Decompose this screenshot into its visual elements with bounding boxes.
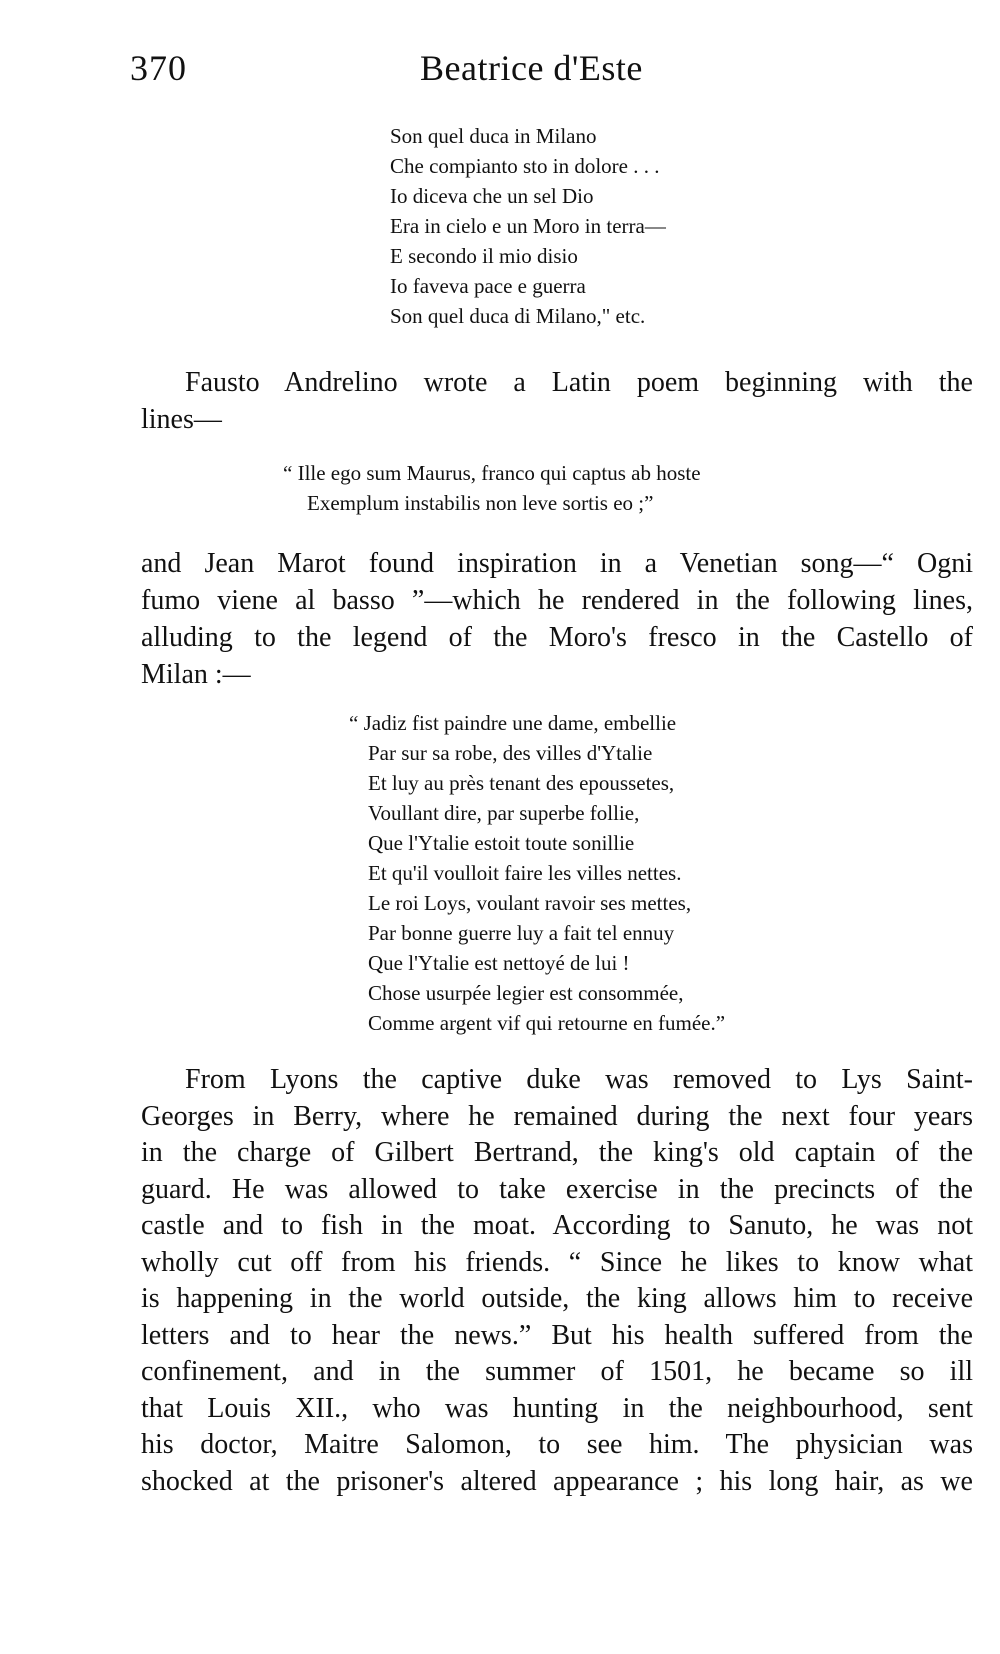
text-line: Fausto Andrelino wrote a Latin poem beginning with the	[185, 367, 973, 398]
running-title: Beatrice d'Este	[420, 48, 643, 88]
text-line: his doctor, Maitre Salomon, to see him. The physician was	[141, 1429, 973, 1460]
verse-french	[349, 708, 725, 1038]
text-line: alluding to the legend of the Moro's fresco in the Castello of	[141, 622, 973, 653]
verse-line: Io faveva pace e guerra	[390, 274, 586, 298]
verse-line: “ Jadiz fist paindre une dame, embellie	[349, 711, 677, 735]
page-number: 370	[130, 48, 187, 88]
text-line: From Lyons the captive duke was removed to Lys Saint-	[185, 1064, 973, 1095]
verse-line: Par bonne guerre luy a fait tel ennuy	[368, 921, 675, 945]
verse-line: Voullant dire, par superbe follie,	[368, 801, 640, 825]
paragraph-andrelino	[0, 364, 973, 438]
text-line: is happening in the world outside, the king allows him to receive	[141, 1283, 973, 1314]
verse-line: Io diceva che un sel Dio	[390, 184, 594, 208]
text-line: Milan :—	[141, 659, 251, 690]
verse-line: Par sur sa robe, des villes d'Ytalie	[368, 741, 653, 765]
text-line: Georges in Berry, where he remained during the next four years	[141, 1100, 973, 1132]
text-line: confinement, and in the summer of 1501, he became so ill	[141, 1356, 973, 1387]
verse-line: Son quel duca in Milano	[390, 124, 597, 148]
verse-line: Et luy au près tenant des epoussetes,	[368, 771, 675, 795]
verse-line: Que l'Ytalie estoit toute sonillie	[368, 831, 635, 855]
text-line: and Jean Marot found inspiration in a Venetian song—“ Ogni	[141, 548, 973, 579]
text-line: wholly cut off from his friends. “ Since he likes to know what	[141, 1246, 973, 1278]
verse-line: Exemplum instabilis non leve sortis eo ;”	[307, 491, 654, 515]
text-line: fumo viene al basso ”—which he rendered in the following lines,	[141, 585, 973, 616]
verse-line: E secondo il mio disio	[390, 244, 578, 268]
paragraph-marot	[0, 545, 973, 693]
text-line: that Louis XII., who was hunting in the neighbourhood, sent	[141, 1392, 973, 1424]
text-line: lines—	[141, 404, 222, 435]
verse-line: Chose usurpée legier est consommée,	[368, 981, 684, 1005]
verse-italian	[390, 121, 666, 331]
verse-line: “ Ille ego sum Maurus, franco qui captus ab hoste	[283, 461, 701, 485]
text-line: castle and to fish in the moat. According to Sanuto, he was not	[141, 1210, 973, 1241]
verse-line: Le roi Loys, voulant ravoir ses mettes,	[368, 891, 692, 915]
paragraph-lyons	[0, 1062, 973, 1500]
text-line: in the charge of Gilbert Bertrand, the king's old captain of the	[141, 1137, 973, 1168]
text-line: guard. He was allowed to take exercise in the precincts of the	[141, 1173, 973, 1205]
verse-line: Son quel duca di Milano," etc.	[390, 304, 646, 328]
verse-line: Comme argent vif qui retourne en fumée.”	[368, 1011, 726, 1035]
verse-line: Que l'Ytalie est nettoyé de lui !	[368, 951, 630, 975]
verse-line: Era in cielo e un Moro in terra—	[390, 214, 666, 238]
verse-line: Et qu'il voulloit faire les villes nettes.	[368, 861, 682, 885]
text-line: shocked at the prisoner's altered appearance ; his long hair, as we	[141, 1465, 973, 1497]
verse-line: Che compianto sto in dolore . . .	[390, 154, 660, 178]
verse-latin	[283, 458, 701, 518]
text-line: letters and to hear the news.” But his health suffered from the	[141, 1319, 973, 1351]
